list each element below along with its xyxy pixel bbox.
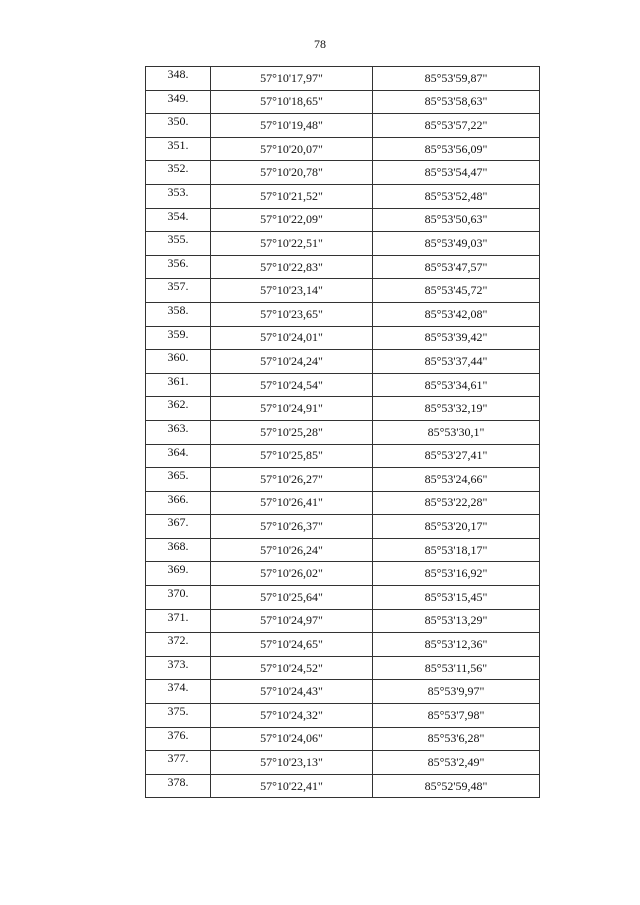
point-number-cell: 354.: [146, 208, 211, 232]
table-row: [146, 515, 540, 539]
point-number-cell: 370.: [146, 586, 211, 610]
latitude-cell: 57°10'24,32": [211, 704, 373, 728]
longitude-cell: 85°53'16,92": [373, 562, 540, 586]
table-row: [146, 184, 540, 208]
point-number-cell: 371.: [146, 609, 211, 633]
table-row: [146, 538, 540, 562]
latitude-cell: 57°10'24,54": [211, 373, 373, 397]
longitude-cell: 85°53'20,17": [373, 515, 540, 539]
latitude-cell: 57°10'24,06": [211, 727, 373, 751]
longitude-cell: 85°53'56,09": [373, 137, 540, 161]
coordinates-table-body: [146, 67, 540, 798]
table-row: [146, 468, 540, 492]
latitude-cell: 57°10'22,09": [211, 208, 373, 232]
longitude-cell: 85°53'12,36": [373, 633, 540, 657]
longitude-cell: 85°52'59,48": [373, 774, 540, 798]
table-row: [146, 232, 540, 256]
longitude-cell: 85°53'27,41": [373, 444, 540, 468]
point-number-cell: 360.: [146, 350, 211, 374]
table-row: [146, 704, 540, 728]
latitude-cell: 57°10'21,52": [211, 184, 373, 208]
latitude-cell: 57°10'24,52": [211, 656, 373, 680]
latitude-cell: 57°10'24,65": [211, 633, 373, 657]
latitude-cell: 57°10'25,85": [211, 444, 373, 468]
point-number-cell: 350.: [146, 114, 211, 138]
longitude-cell: 85°53'30,1": [373, 420, 540, 444]
latitude-cell: 57°10'23,14": [211, 279, 373, 303]
table-row: [146, 656, 540, 680]
latitude-cell: 57°10'25,64": [211, 586, 373, 610]
longitude-cell: 85°53'39,42": [373, 326, 540, 350]
latitude-cell: 57°10'20,78": [211, 161, 373, 185]
table-row: [146, 255, 540, 279]
latitude-cell: 57°10'25,28": [211, 420, 373, 444]
longitude-cell: 85°53'15,45": [373, 586, 540, 610]
longitude-cell: 85°53'2,49": [373, 751, 540, 775]
point-number-cell: 368.: [146, 538, 211, 562]
point-number-cell: 376.: [146, 727, 211, 751]
longitude-cell: 85°53'24,66": [373, 468, 540, 492]
point-number-cell: 351.: [146, 137, 211, 161]
longitude-cell: 85°53'34,61": [373, 373, 540, 397]
table-row: [146, 161, 540, 185]
point-number-cell: 367.: [146, 515, 211, 539]
point-number-cell: 375.: [146, 704, 211, 728]
latitude-cell: 57°10'24,43": [211, 680, 373, 704]
longitude-cell: 85°53'32,19": [373, 397, 540, 421]
point-number-cell: 373.: [146, 656, 211, 680]
table-row: [146, 373, 540, 397]
point-number-cell: 366.: [146, 491, 211, 515]
longitude-cell: 85°53'54,47": [373, 161, 540, 185]
point-number-cell: 358.: [146, 302, 211, 326]
table-row: [146, 751, 540, 775]
table-row: [146, 67, 540, 91]
longitude-cell: 85°53'11,56": [373, 656, 540, 680]
latitude-cell: 57°10'19,48": [211, 114, 373, 138]
longitude-cell: 85°53'57,22": [373, 114, 540, 138]
longitude-cell: 85°53'45,72": [373, 279, 540, 303]
table-row: [146, 420, 540, 444]
table-row: [146, 326, 540, 350]
table-row: [146, 302, 540, 326]
latitude-cell: 57°10'24,24": [211, 350, 373, 374]
point-number-cell: 365.: [146, 468, 211, 492]
longitude-cell: 85°53'52,48": [373, 184, 540, 208]
table-row: [146, 350, 540, 374]
latitude-cell: 57°10'17,97": [211, 67, 373, 91]
point-number-cell: 352.: [146, 161, 211, 185]
table-row: [146, 586, 540, 610]
latitude-cell: 57°10'20,07": [211, 137, 373, 161]
table-row: [146, 279, 540, 303]
table-row: [146, 680, 540, 704]
latitude-cell: 57°10'22,83": [211, 255, 373, 279]
latitude-cell: 57°10'23,65": [211, 302, 373, 326]
latitude-cell: 57°10'26,41": [211, 491, 373, 515]
point-number-cell: 357.: [146, 279, 211, 303]
point-number-cell: 361.: [146, 373, 211, 397]
table-row: [146, 90, 540, 114]
point-number-cell: 355.: [146, 232, 211, 256]
coordinates-table: [145, 66, 540, 798]
longitude-cell: 85°53'6,28": [373, 727, 540, 751]
point-number-cell: 359.: [146, 326, 211, 350]
latitude-cell: 57°10'26,24": [211, 538, 373, 562]
latitude-cell: 57°10'26,27": [211, 468, 373, 492]
table-row: [146, 208, 540, 232]
point-number-cell: 377.: [146, 751, 211, 775]
longitude-cell: 85°53'49,03": [373, 232, 540, 256]
point-number-cell: 364.: [146, 444, 211, 468]
point-number-cell: 349.: [146, 90, 211, 114]
table-row: [146, 727, 540, 751]
point-number-cell: 356.: [146, 255, 211, 279]
longitude-cell: 85°53'37,44": [373, 350, 540, 374]
page-number: 78: [314, 37, 326, 51]
table-row: [146, 137, 540, 161]
table-row: [146, 633, 540, 657]
point-number-cell: 378.: [146, 774, 211, 798]
point-number-cell: 348.: [146, 67, 211, 91]
point-number-cell: 363.: [146, 420, 211, 444]
longitude-cell: 85°53'7,98": [373, 704, 540, 728]
point-number-cell: 372.: [146, 633, 211, 657]
table-row: [146, 491, 540, 515]
latitude-cell: 57°10'23,13": [211, 751, 373, 775]
table-row: [146, 774, 540, 798]
latitude-cell: 57°10'22,41": [211, 774, 373, 798]
longitude-cell: 85°53'59,87": [373, 67, 540, 91]
latitude-cell: 57°10'24,97": [211, 609, 373, 633]
longitude-cell: 85°53'22,28": [373, 491, 540, 515]
point-number-cell: 369.: [146, 562, 211, 586]
table-row: [146, 444, 540, 468]
point-number-cell: 374.: [146, 680, 211, 704]
longitude-cell: 85°53'47,57": [373, 255, 540, 279]
latitude-cell: 57°10'26,37": [211, 515, 373, 539]
point-number-cell: 353.: [146, 184, 211, 208]
latitude-cell: 57°10'24,91": [211, 397, 373, 421]
longitude-cell: 85°53'13,29": [373, 609, 540, 633]
latitude-cell: 57°10'26,02": [211, 562, 373, 586]
longitude-cell: 85°53'50,63": [373, 208, 540, 232]
latitude-cell: 57°10'24,01": [211, 326, 373, 350]
point-number-cell: 362.: [146, 397, 211, 421]
longitude-cell: 85°53'18,17": [373, 538, 540, 562]
latitude-cell: 57°10'22,51": [211, 232, 373, 256]
longitude-cell: 85°53'58,63": [373, 90, 540, 114]
table-row: [146, 397, 540, 421]
table-row: [146, 609, 540, 633]
latitude-cell: 57°10'18,65": [211, 90, 373, 114]
table-row: [146, 114, 540, 138]
longitude-cell: 85°53'42,08": [373, 302, 540, 326]
table-row: [146, 562, 540, 586]
longitude-cell: 85°53'9,97": [373, 680, 540, 704]
